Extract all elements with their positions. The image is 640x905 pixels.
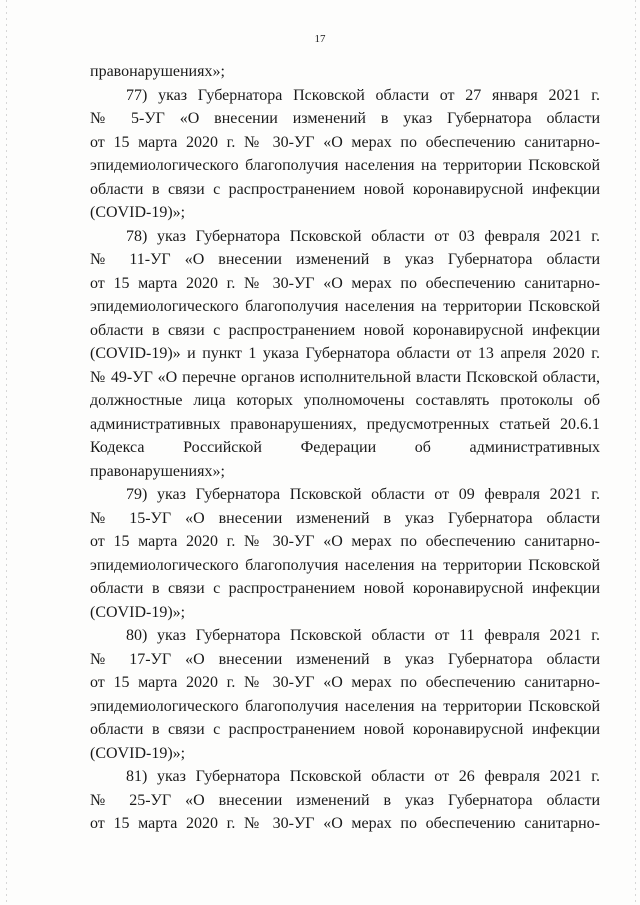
text-line: (COVID-19)»; [90,603,186,621]
text-line: (COVID-19)»; [90,204,186,221]
text-line: № 17-УГ «О внесении изменений в указ Губернатора области [90,650,600,668]
text-line: от 15 марта 2020 г. № 30-УГ «О мерах по обеспечению санитарно- [90,815,600,832]
text-line: № 49-УГ «О перечне органов исполнительной власти Псковской области, [90,368,600,386]
text-line: административных правонарушениях, предусмотренных статьей 20.6.1 [90,415,600,433]
scan-edge-left [6,0,7,905]
text-line: правонарушениях»; [90,462,225,480]
text-line: (COVID-19)» и пункт 1 указа Губернатора области от 13 апреля 2020 г. [90,345,600,362]
scan-edge-right [635,0,636,905]
text-line: (COVID-19)»; [90,744,186,762]
text-line: должностные лица которых уполномочены составлять протоколы об [90,392,600,409]
text-line: № 15-УГ «О внесении изменений в указ Губернатора области [90,509,600,527]
text-line: от 15 марта 2020 г. № 30-УГ «О мерах по обеспечению санитарно- [90,674,600,691]
text-line: области в связи с распространением новой коронавирусной инфекции [90,321,600,339]
text-line: правонарушениях»; [90,63,225,80]
text-line: 79) указ Губернатора Псковской области от 09 февраля 2021 г. [126,486,600,503]
text-line: № 25-УГ «О внесении изменений в указ Губернатора области [90,791,600,809]
text-line: эпидемиологического благополучия населения на территории Псковской [90,157,600,174]
document-body [90,60,600,836]
page-number: 17 [314,33,326,45]
text-line: эпидемиологического благополучия населения на территории Псковской [90,697,600,715]
text-line: от 15 марта 2020 г. № 30-УГ «О мерах по обеспечению санитарно- [90,533,600,550]
text-line: эпидемиологического благополучия населения на территории Псковской [90,556,600,574]
text-line: № 5-УГ «О внесении изменений в указ Губернатора области [90,110,600,127]
text-line: № 11-УГ «О внесении изменений в указ Губернатора области [90,251,600,268]
text-line: 77) указ Губернатора Псковской области от 27 января 2021 г. [126,86,600,104]
text-line: 80) указ Губернатора Псковской области от 11 февраля 2021 г. [126,627,600,644]
text-line: области в связи с распространением новой коронавирусной инфекции [90,580,600,597]
text-line: Кодекса Российской Федерации об административных [90,439,600,456]
text-line: 81) указ Губернатора Псковской области от 26 февраля 2021 г. [126,768,600,785]
text-line: области в связи с распространением новой коронавирусной инфекции [90,180,600,198]
text-line: эпидемиологического благополучия населения на территории Псковской [90,298,600,315]
text-line: области в связи с распространением новой коронавирусной инфекции [90,721,600,738]
text-line: от 15 марта 2020 г. № 30-УГ «О мерах по обеспечению санитарно- [90,133,600,151]
text-line: 78) указ Губернатора Псковской области от 03 февраля 2021 г. [126,227,600,245]
text-line: от 15 марта 2020 г. № 30-УГ «О мерах по обеспечению санитарно- [90,274,600,292]
